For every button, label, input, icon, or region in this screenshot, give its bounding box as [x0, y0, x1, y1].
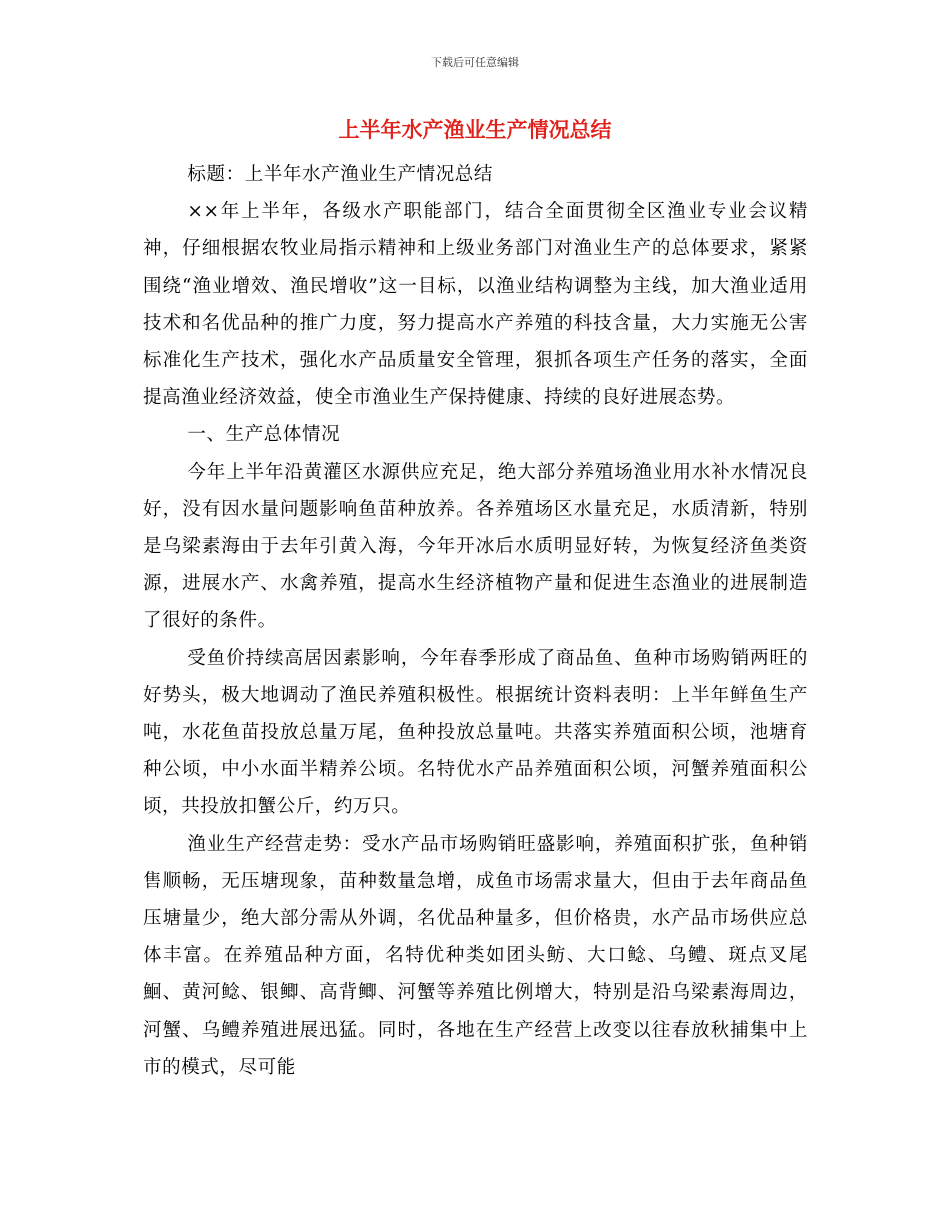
- page-header: 下载后可任意编辑: [431, 56, 519, 69]
- paragraph-subject: 标题：上半年水产渔业生产情况总结: [187, 164, 493, 185]
- document-title: 上半年水产渔业生产情况总结: [338, 118, 612, 142]
- paragraph: 渔业生产经营走势：受水产品市场购销旺盛影响，养殖面积扩张，鱼种销售顺畅，无压塘现象，苗种数量急增，成鱼市场需求量大，但由于去年商品鱼压塘量少，绝大部分需从外调，名优品种量多，但价格贵，水产品市场供应总体丰富。在养殖品种方面，名特优种类如团头鲂、大口鲶、乌鳢、斑点叉尾鮰、黄河鲶、银鲫、高背鲫、河蟹等养殖比例增大，特别是沿乌梁素海周边，河蟹、乌鳢养殖进展迅猛。同时，各地在生产经营上改变以往春放秋捕集中上市的模式，尽可能: [143, 833, 808, 1078]
- section-heading: 一、生产总体情况: [187, 424, 341, 446]
- paragraph: 受鱼价持续高居因素影响，今年春季形成了商品鱼、鱼种市场购销两旺的好势头，极大地调动了渔民养殖积极性。根据统计资料表明：上半年鲜鱼生产吨，水花鱼苗投放总量万尾，鱼种投放总量吨。共落实养殖面积公顷，池塘育种公顷，中小水面半精养公顷。名特优水产品养殖面积公顷，河蟹养殖面积公顷，共投放扣蟹公斤，约万只。: [143, 647, 808, 818]
- paragraph: 今年上半年沿黄灌区水源供应充足，绝大部分养殖场渔业用水补水情况良好，没有因水量问题影响鱼苗种放养。各养殖场区水量充足，水质清新，特别是乌梁素海由于去年引黄入海，今年开冰后水质明显好转，为恢复经济鱼类资源，进展水产、水禽养殖，提高水生经济植物产量和促进生态渔业的进展制造了很好的条件。: [143, 461, 808, 632]
- document-body: [143, 156, 808, 1086]
- paragraph: ××年上半年，各级水产职能部门，结合全面贯彻全区渔业专业会议精神，仔细根据农牧业局指示精神和上级业务部门对渔业生产的总体要求，紧紧围绕“渔业增效、渔民增收”这一目标，以渔业结构调整为主线，加大渔业适用技术和名优品种的推广力度，努力提高水产养殖的科技含量，大力实施无公害标准化生产技术，强化水产品质量安全管理，狠抓各项生产任务的落实，全面提高渔业经济效益，使全市渔业生产保持健康、持续的良好进展态势。: [143, 201, 808, 409]
